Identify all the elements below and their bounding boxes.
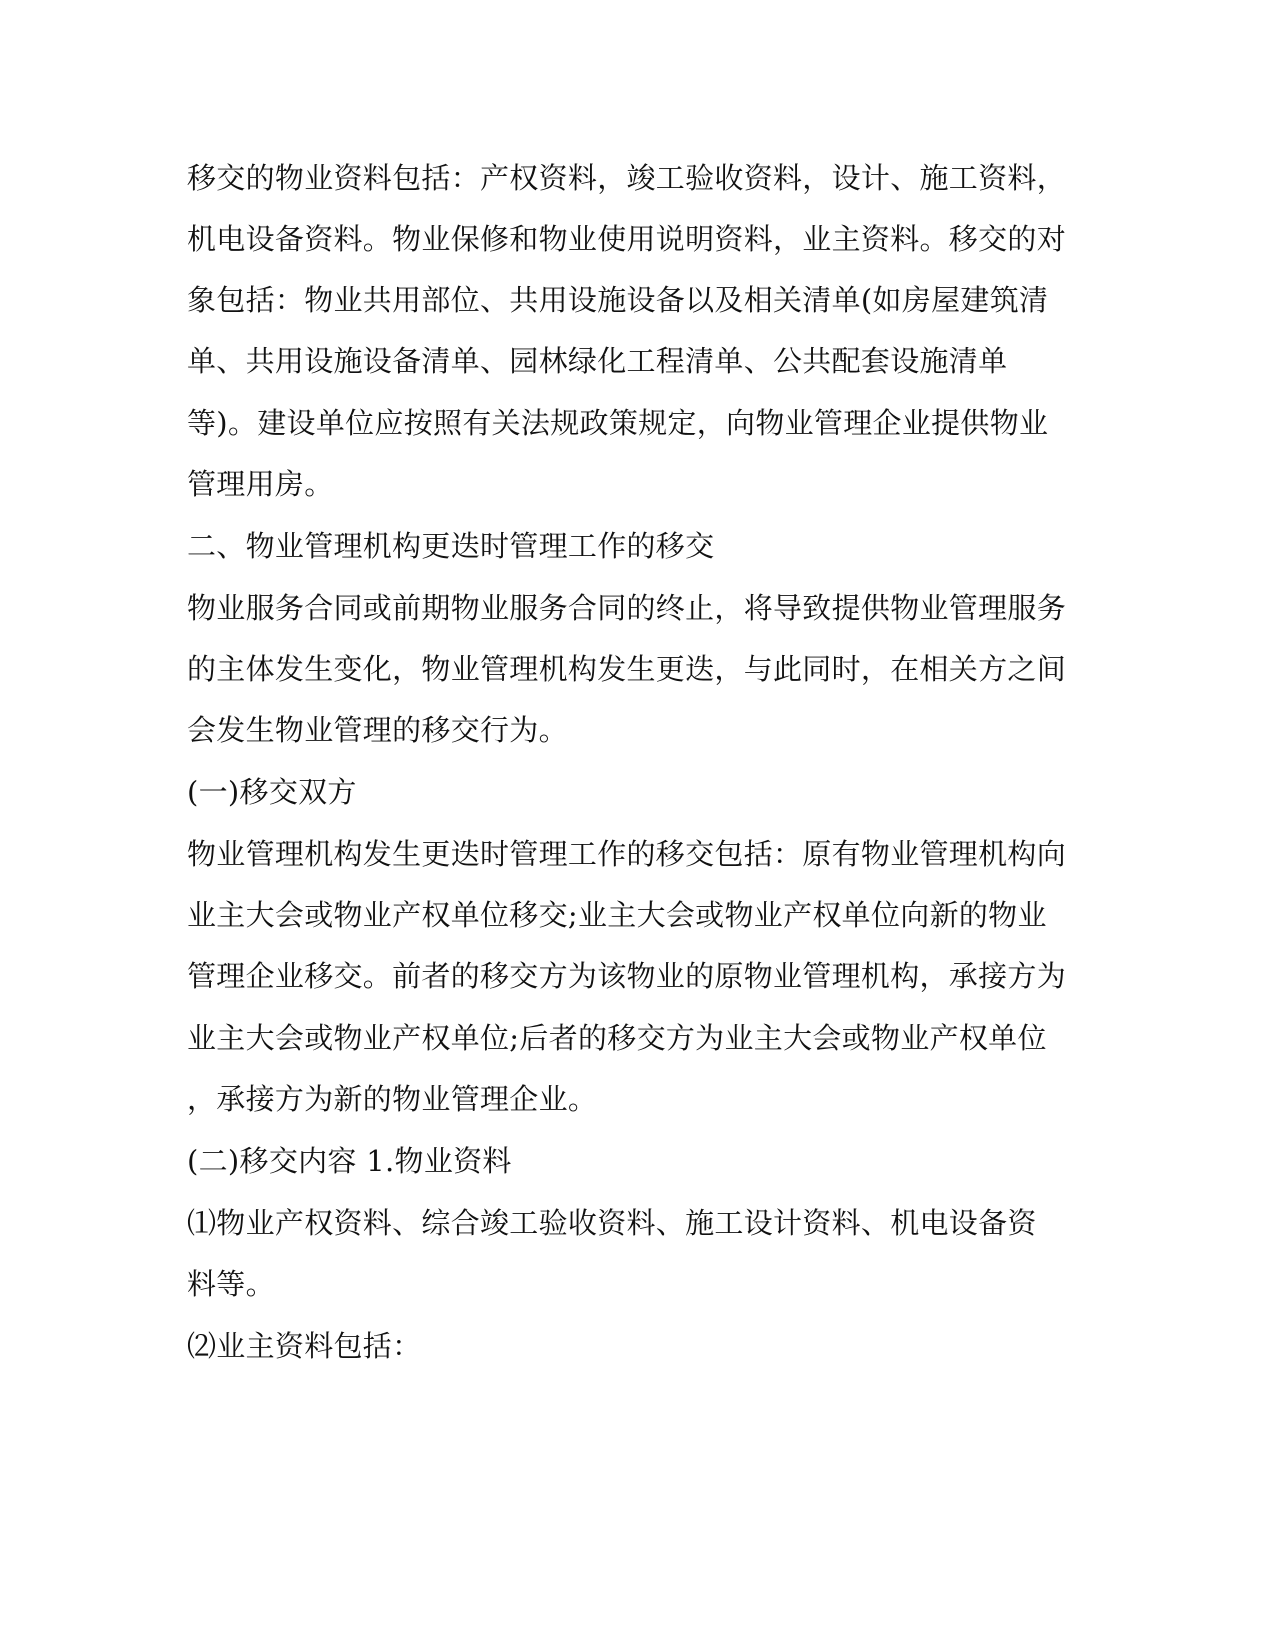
subsection-heading-2: (二)移交内容 1.物业资料 <box>187 1144 512 1178</box>
text-line-9: 的主体发生变化，物业管理机构发生更迭，与此同时，在相关方之间 <box>187 652 1067 686</box>
text-line-5: 等)。建设单位应按照有关法规政策规定，向物业管理企业提供物业 <box>187 406 1049 440</box>
text-line-13: 业主大会或物业产权单位移交;业主大会或物业产权单位向新的物业 <box>187 898 1047 932</box>
text-line-16: ，承接方为新的物业管理企业。 <box>187 1082 598 1116</box>
text-line-3: 象包括：物业共用部位、共用设施设备以及相关清单(如房屋建筑清 <box>187 283 1049 317</box>
text-line-4: 单、共用设施设备清单、园林绿化工程清单、公共配套设施清单 <box>187 344 1008 378</box>
subsection-heading-1: (一)移交双方 <box>187 775 357 809</box>
text-line-1: 移交的物业资料包括：产权资料，竣工验收资料，设计、施工资料， <box>187 161 1067 195</box>
list-item-1-continued: 料等。 <box>187 1267 275 1301</box>
text-line-8: 物业服务合同或前期物业服务合同的终止，将导致提供物业管理服务 <box>187 591 1067 625</box>
text-line-14: 管理企业移交。前者的移交方为该物业的原物业管理机构，承接方为 <box>187 959 1067 993</box>
list-item-2: ⑵业主资料包括： <box>187 1329 422 1363</box>
text-line-12: 物业管理机构发生更迭时管理工作的移交包括：原有物业管理机构向 <box>187 837 1067 871</box>
text-line-2: 机电设备资料。物业保修和物业使用说明资料，业主资料。移交的对 <box>187 222 1067 256</box>
list-item-1: ⑴物业产权资料、综合竣工验收资料、施工设计资料、机电设备资 <box>187 1206 1037 1240</box>
text-line-15: 业主大会或物业产权单位;后者的移交方为业主大会或物业产权单位 <box>187 1021 1047 1055</box>
section-heading-2: 二、物业管理机构更迭时管理工作的移交 <box>187 529 715 563</box>
text-line-10: 会发生物业管理的移交行为。 <box>187 713 568 747</box>
text-line-6: 管理用房。 <box>187 467 334 501</box>
